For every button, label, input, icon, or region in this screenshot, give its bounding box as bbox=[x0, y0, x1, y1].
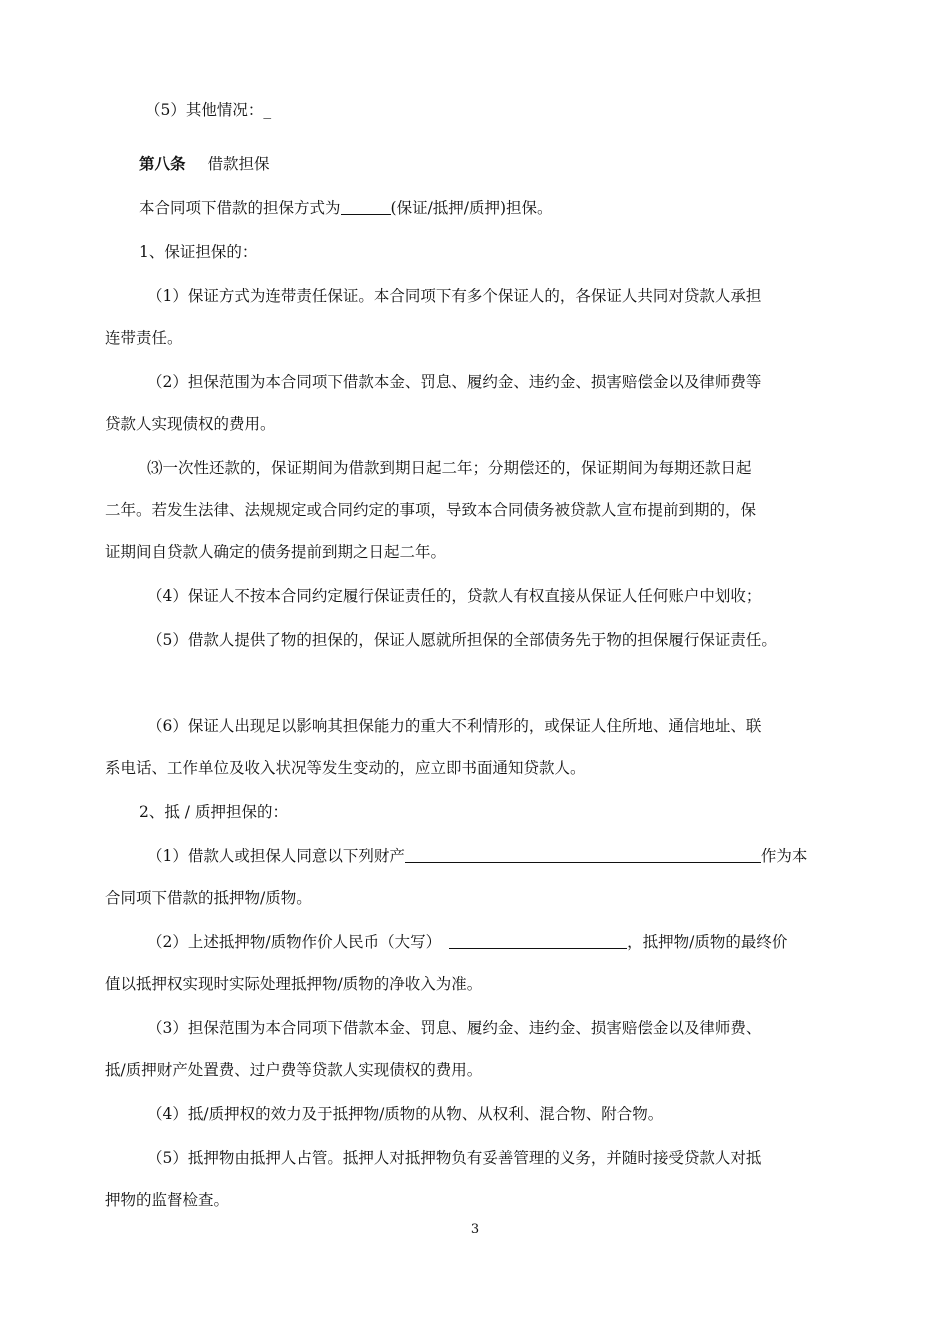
clause-line: （2）担保范围为本合同项下借款本金、罚息、履约金、违约金、损害赔偿金以及律师费等 bbox=[147, 373, 762, 391]
clause-text: （1）借款人或担保人同意以下列财产 bbox=[147, 847, 405, 865]
clause-line: 贷款人实现债权的费用。 bbox=[105, 415, 276, 433]
clause-line: （4）抵/质押权的效力及于抵押物/质物的从物、从权利、混合物、附合物。 bbox=[147, 1105, 664, 1123]
section-title: 2、抵 / 质押担保的： bbox=[139, 803, 288, 821]
collateral-property bbox=[147, 846, 807, 866]
clause-text: ，抵押物/质物的最终价 bbox=[627, 933, 788, 951]
clause-text: 作为本 bbox=[760, 847, 808, 865]
clause-line: 二年。若发生法律、法规规定或合同约定的事项，导致本合同债务被贷款人宣布提前到期的，保 bbox=[105, 501, 757, 519]
clause-line: （1）保证方式为连带责任保证。本合同项下有多个保证人的，各保证人共同对贷款人承担 bbox=[147, 287, 762, 305]
clause-line: 证期间自贷款人确定的债务提前到期之日起二年。 bbox=[105, 543, 447, 561]
clause-line: ⑶一次性还款的，保证期间为借款到期日起二年；分期偿还的，保证期间为每期还款日起 bbox=[147, 459, 752, 477]
clause-text: （5）其他情况： bbox=[145, 101, 264, 119]
clause-line: 合同项下借款的抵押物/质物。 bbox=[105, 889, 312, 907]
collateral-property-blank[interactable] bbox=[405, 846, 761, 863]
clause-text: （2）上述抵押物/质物作价人民币（大写） bbox=[147, 933, 442, 951]
clause-line: （3）担保范围为本合同项下借款本金、罚息、履约金、违约金、损害赔偿金以及律师费、 bbox=[147, 1019, 762, 1037]
clause-line: 系电话、工作单位及收入状况等发生变动的，应立即书面通知贷款人。 bbox=[105, 759, 586, 777]
clause-line: （6）保证人出现足以影响其担保能力的重大不利情形的，或保证人住所地、通信地址、联 bbox=[147, 717, 762, 735]
clause-other-situation bbox=[145, 100, 271, 120]
article-number: 第八条 bbox=[139, 154, 186, 173]
article-title: 借款担保 bbox=[207, 155, 270, 173]
clause-line: （5）借款人提供了物的担保的，保证人愿就所担保的全部债务先于物的担保履行保证责任。 bbox=[147, 631, 777, 649]
clause-line: 值以抵押权实现时实际处理抵押物/质物的净收入为准。 bbox=[105, 975, 483, 993]
page-number: 3 bbox=[470, 1222, 480, 1237]
fill-blank[interactable]: _ bbox=[263, 101, 272, 119]
clause-line: 抵/质押财产处置费、过户费等贷款人实现债权的费用。 bbox=[105, 1061, 483, 1079]
collateral-value bbox=[147, 932, 787, 952]
clause-line: 押物的监督检查。 bbox=[105, 1191, 230, 1209]
guarantee-mode bbox=[139, 198, 553, 218]
clause-text: 本合同项下借款的担保方式为 bbox=[139, 199, 341, 217]
clause-text: (保证/抵押/质押)担保。 bbox=[390, 199, 553, 217]
article-heading bbox=[139, 154, 270, 174]
guarantee-mode-blank[interactable] bbox=[341, 198, 391, 215]
clause-line: （4）保证人不按本合同约定履行保证责任的，贷款人有权直接从保证人任何账户中划收； bbox=[147, 587, 762, 605]
collateral-value-blank[interactable] bbox=[449, 932, 627, 949]
clause-line: 连带责任。 bbox=[105, 329, 183, 347]
section-title: 1、保证担保的： bbox=[139, 243, 258, 261]
clause-line: （5）抵押物由抵押人占管。抵押人对抵押物负有妥善管理的义务，并随时接受贷款人对抵 bbox=[147, 1149, 762, 1167]
